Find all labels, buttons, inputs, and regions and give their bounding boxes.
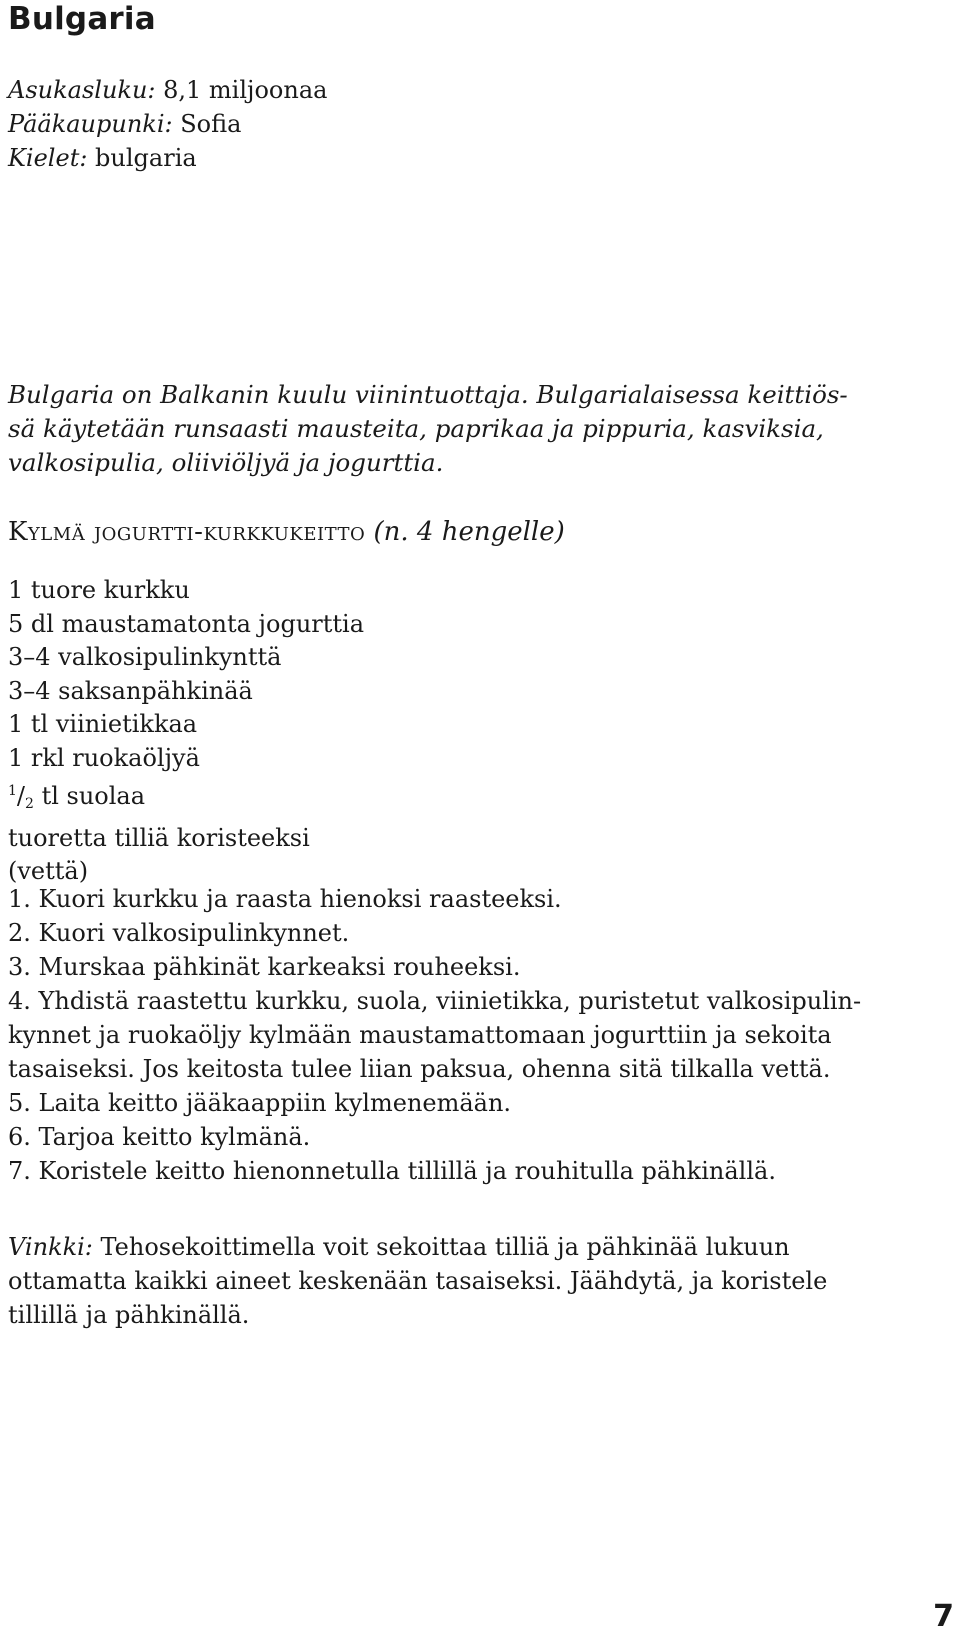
ingredient-list (8, 574, 364, 889)
step-line: 5. Laita keitto jääkaappiin kylmenemään. (8, 1089, 512, 1117)
step-line: kynnet ja ruokaöljy kylmään maustamattomaan jogurttiin ja sekoita (8, 1021, 832, 1049)
fact-capital (8, 107, 327, 141)
fraction-denominator: 2 (25, 796, 34, 812)
ingredient-item: 1 tl viinietikkaa (8, 710, 198, 738)
ingredient-item: 5 dl maustamatonta jogurttia (8, 609, 365, 638)
tip-line: ottamatta kaikki aineet keskenään tasaiseksi. Jäähdytä, ja koristele (8, 1267, 828, 1295)
fact-population (8, 73, 327, 107)
tip-text: Tehosekoittimella voit sekoittaa tilliä ja pähkinää lukuun (92, 1233, 790, 1261)
step-line: 1. Kuori kurkku ja raasta hienoksi raasteeksi. (8, 885, 562, 913)
ingredient-item-salt (8, 775, 364, 822)
intro-line: valkosipulia, oliiviöljyä ja jogurttia. (8, 448, 444, 477)
tip-label: Vinkki: (8, 1233, 93, 1261)
fraction-numerator: 1 (8, 783, 17, 799)
fact-languages (8, 141, 327, 175)
tip-line: tillillä ja pähkinällä. (8, 1301, 250, 1329)
fact-value: 8,1 miljoonaa (155, 76, 328, 104)
ingredient-item: 1 tuore kurkku (8, 576, 190, 604)
fact-value: Sofia (172, 110, 242, 138)
fraction-slash: / (16, 782, 26, 810)
intro-line: sä käytetään runsaasti mausteita, paprikaa ja pippuria, kasviksia, (8, 414, 824, 443)
step-line: 4. Yhdistä raastettu kurkku, suola, viinietikka, puristetut valkosipulin- (8, 987, 862, 1015)
intro-paragraph (8, 378, 938, 480)
step-line: 3. Murskaa pähkinät karkeaksi rouheeksi. (8, 953, 521, 981)
tip-paragraph (8, 1230, 943, 1332)
ingredient-text: tl suolaa (41, 782, 146, 810)
recipe-steps (8, 882, 943, 1188)
intro-line: Bulgaria on Balkanin kuulu viinintuottaja. Bulgarialaisessa keittiös- (8, 380, 848, 409)
ingredient-item: (vettä) (8, 857, 89, 885)
step-line: tasaiseksi. Jos keitosta tulee liian paksua, ohenna sitä tilkalla vettä. (8, 1055, 831, 1083)
fact-label: Asukasluku: (8, 76, 156, 104)
ingredient-item: 3–4 valkosipulinkynttä (8, 643, 282, 671)
recipe-title: Kylmä jogurtti-kurkkukeitto (8, 517, 366, 547)
country-facts (8, 73, 327, 175)
recipe-heading (8, 515, 565, 549)
step-line: 6. Tarjoa keitto kylmänä. (8, 1123, 311, 1151)
step-line: 7. Koristele keitto hienonnetulla tillillä ja rouhitulla pähkinällä. (8, 1157, 776, 1185)
fact-label: Kielet: (8, 144, 88, 172)
step-line: 2. Kuori valkosipulinkynnet. (8, 919, 350, 947)
country-title: Bulgaria (8, 1, 156, 37)
page-number: 7 (933, 1599, 954, 1634)
recipe-servings: (n. 4 hengelle) (373, 517, 565, 547)
ingredient-item: 1 rkl ruokaöljyä (8, 743, 200, 772)
tip-line (8, 1230, 943, 1264)
fact-value: bulgaria (87, 144, 197, 172)
ingredient-item: 3–4 saksanpähkinää (8, 676, 253, 705)
fact-label: Pääkaupunki: (8, 110, 173, 138)
ingredient-item: tuoretta tilliä koristeeksi (8, 823, 310, 852)
